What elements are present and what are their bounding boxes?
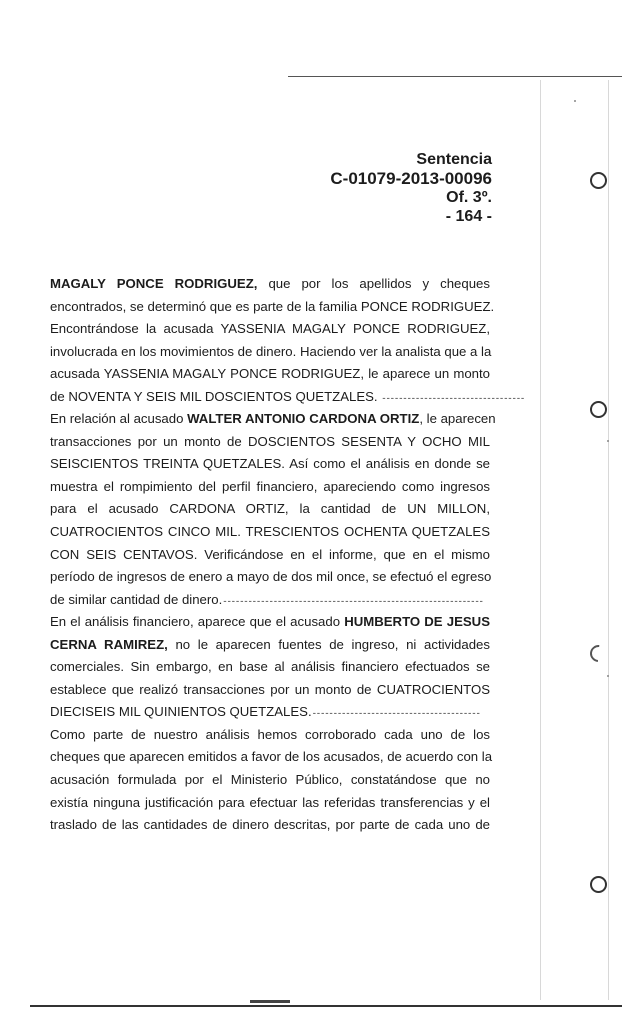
text-line: para el acusado CARDONA ORTIZ, la cantidad de UN MILLON, — [50, 501, 490, 517]
scan-speck — [607, 675, 609, 677]
text-line: traslado de las cantidades de dinero descritas, por parte de cada uno de — [50, 817, 490, 833]
punch-hole-icon — [590, 876, 607, 893]
text-line: En relación al acusado WALTER ANTONIO CARDONA ORTIZ, le aparecen — [50, 411, 496, 427]
bottom-rule-mark — [250, 1000, 290, 1003]
scan-speck — [607, 440, 609, 442]
text-line: acusación formulada por el Ministerio Público, constatándose que no — [50, 772, 490, 788]
text-line: acusada YASSENIA MAGALY PONCE RODRIGUEZ, le aparece un monto — [50, 366, 490, 382]
text-line: involucrada en los movimientos de dinero. Haciendo ver la analista que a la — [50, 343, 492, 359]
text-line: MAGALY PONCE RODRIGUEZ, que por los apellidos y cheques — [50, 276, 490, 291]
text-line: existía ninguna justificación para efectuar las referidas transferencias y el — [50, 794, 490, 810]
punch-hole-icon — [587, 642, 611, 666]
text-line: muestra el rompimiento del perfil financiero, apareciendo como ingresos — [50, 478, 490, 494]
margin-line — [608, 80, 609, 1000]
text-line: comerciales. Sin embargo, en base al análisis financiero efectuados se — [50, 659, 490, 675]
bold-name: CERNA RAMIREZ, — [50, 636, 168, 652]
bold-name: MAGALY PONCE RODRIGUEZ, — [50, 276, 258, 291]
text-line: cheques que aparecen emitidos a favor de los acusados, de acuerdo con la — [50, 749, 493, 765]
text-line: CERNA RAMIREZ, no le aparecen fuentes de ingreso, ni actividades — [50, 636, 490, 652]
dash-filler: ---------------------------------------- — [311, 709, 480, 720]
text-line: Como parte de nuestro análisis hemos corroborado cada uno de los — [50, 726, 490, 742]
text-line: En el análisis financiero, aparece que el acusado HUMBERTO DE JESUS — [50, 614, 490, 630]
text-line: SEISCIENTOS TREINTA QUETZALES. Así como el análisis en donde se — [50, 456, 490, 472]
case-number: C-01079-2013-00096 — [330, 169, 492, 188]
text-line: encontrados, se determinó que es parte de la familia PONCE RODRIGUEZ. — [50, 298, 495, 314]
text-line: período de ingresos de enero a mayo de dos mil once, se efectuó el egreso — [50, 569, 492, 585]
text-line: transacciones por un monto de DOSCIENTOS SESENTA Y OCHO MIL — [50, 433, 490, 449]
punch-hole-icon — [590, 172, 607, 189]
margin-line — [540, 80, 541, 1000]
text-line: CUATROCIENTOS CINCO MIL. TRESCIENTOS OCHENTA QUETZALES — [50, 524, 490, 540]
text-line: DIECISEIS MIL QUINIENTOS QUETZALES.---------------------------------------- — [50, 704, 480, 720]
dash-filler: ---------------------------------- — [381, 393, 525, 404]
document-header — [330, 150, 492, 226]
text-line: CON SEIS CENTAVOS. Verificándose en el informe, que en el mismo — [50, 546, 490, 562]
scan-speck — [574, 100, 576, 102]
text-line: de NOVENTA Y SEIS MIL DOSCIENTOS QUETZALES. ---------------------------------- — [50, 388, 525, 404]
office-number: Of. 3º. — [446, 189, 492, 206]
dash-filler: -------------------------------------------------------------- — [222, 596, 483, 607]
text-line: Encontrándose la acusada YASSENIA MAGALY PONCE RODRIGUEZ, — [50, 321, 490, 337]
document-title: Sentencia — [416, 151, 492, 168]
top-rule — [288, 76, 622, 77]
punch-hole-icon — [590, 401, 607, 418]
text-line: establece que realizó transacciones por un monto de CUATROCIENTOS — [50, 681, 490, 697]
page-number: - 164 - — [445, 208, 492, 225]
bold-name: HUMBERTO DE JESUS — [344, 614, 490, 630]
bottom-rule — [30, 1005, 622, 1007]
bold-name: WALTER ANTONIO CARDONA ORTIZ — [187, 411, 420, 427]
text-line: de similar cantidad de dinero.-------------------------------------------------------------- — [50, 591, 483, 607]
body-text — [50, 273, 525, 837]
